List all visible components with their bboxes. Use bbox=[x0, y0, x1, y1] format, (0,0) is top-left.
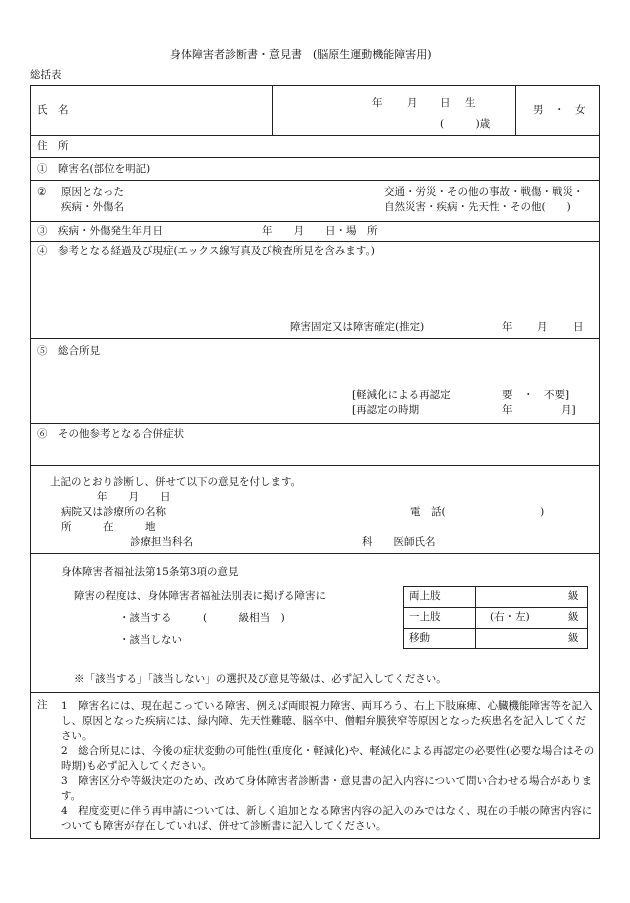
recert-month: 月] bbox=[561, 404, 576, 416]
onset-value: 年 月 日・場 所 bbox=[262, 225, 378, 237]
birth-born: 生 bbox=[465, 97, 476, 109]
onset-label: ③ 疾病・外傷発生年月日 bbox=[37, 225, 163, 237]
fixed-year: 年 bbox=[502, 321, 513, 333]
divider bbox=[30, 221, 600, 222]
recert-time-label: [再認定の時期 bbox=[352, 404, 420, 416]
divider bbox=[515, 85, 516, 135]
divider bbox=[30, 241, 600, 242]
subtitle: 総括表 bbox=[30, 69, 62, 81]
overall-label: ⑤ 総合所見 bbox=[37, 345, 100, 357]
disability-name-label: ① 障害名(部位を明記) bbox=[37, 163, 151, 175]
tel-label: 電 話( ) bbox=[410, 506, 545, 518]
sex-choice: 男 ・ 女 bbox=[533, 104, 586, 116]
grade-unit: 級 bbox=[568, 632, 579, 644]
not-applies-option: ・該当しない bbox=[119, 634, 182, 646]
grade-part: 移動 bbox=[409, 632, 430, 644]
cause-number: ② bbox=[37, 186, 47, 198]
birth-month: 月 bbox=[407, 97, 418, 109]
grade-part: 一上肢 bbox=[409, 611, 441, 623]
grade-part: 両上肢 bbox=[409, 590, 441, 602]
note-1: 1 障害名には、現在起こっている障害、例えば両眼視力障害、両耳ろう、右上下肢麻痺、心臓機能障害等を記入し、原因となった疾病には、緑内障、先天性難聴、脳卒中、僧帽弁膜狭窄等原因となった疾患名を記入してください。 bbox=[61, 700, 593, 742]
divider bbox=[30, 692, 600, 693]
cause-label-line2: 疾病・外傷名 bbox=[61, 201, 124, 213]
location-label: 所 在 地 bbox=[61, 521, 156, 533]
divider bbox=[403, 607, 588, 608]
recert-value: 要 ・ 不要] bbox=[502, 389, 570, 401]
fixed-day: 日 bbox=[573, 321, 584, 333]
opinion-remark: ※「該当する」「該当しない」の選択及び意見等級は、必ず記入してください。 bbox=[74, 673, 447, 685]
applies-option: ・該当する ( 級相当 ) bbox=[119, 612, 285, 624]
statement-date: 年 月 日 bbox=[97, 491, 171, 503]
note-2: 2 総合所見には、今後の症状変動の可能性(重度化・軽減化)や、軽減化による再認定の必要性(必要な場合はその時期)も必ず記入してください。 bbox=[61, 745, 595, 772]
opinion-heading: 身体障害者福祉法第15条第3項の意見 bbox=[61, 566, 239, 578]
hospital-label: 病院又は診療所の名称 bbox=[61, 506, 166, 518]
divider bbox=[272, 85, 273, 135]
note-4: 4 程度変更に伴う再申請については、新しく追加となる障害内容の記入のみではなく、現在の手帳の障害内容についても障害が存在していれば、併せて診断書に記入してください。 bbox=[61, 805, 593, 832]
fixed-label: 障害固定又は障害確定(推定) bbox=[290, 321, 425, 333]
divider bbox=[403, 628, 588, 629]
birth-year: 年 bbox=[372, 97, 383, 109]
divider bbox=[30, 553, 600, 554]
grade-side: (右・左) bbox=[490, 611, 530, 623]
divider bbox=[30, 465, 600, 466]
divider bbox=[30, 135, 600, 136]
divider bbox=[475, 586, 476, 649]
recert-label: [軽減化による再認定 bbox=[352, 389, 451, 401]
birth-day: 日 bbox=[440, 97, 451, 109]
note-3: 3 障害区分や等級決定のため、改めて身体障害者診断書・意見書の記入内容について問い合わせる場合があります。 bbox=[61, 775, 593, 802]
dept-label: 診療担当科名 bbox=[130, 536, 193, 548]
degree-text: 障害の程度は、身体障害者福祉法別表に掲げる障害に bbox=[74, 590, 326, 602]
cause-label-line1: 原因となった bbox=[61, 186, 124, 198]
statement-text: 上記のとおり診断し、併せて以下の意見を付します。 bbox=[50, 476, 302, 488]
cause-options-line2: 自然災害・疾病・先天性・その他( ) bbox=[384, 201, 571, 213]
age: ( )歳 bbox=[440, 118, 491, 130]
address-label: 住 所 bbox=[37, 140, 69, 152]
notes-label: 注 bbox=[37, 699, 48, 711]
name-label: 氏 名 bbox=[37, 104, 69, 116]
divider bbox=[30, 338, 600, 339]
document-title: 身体障害者診断書・意見書 (脳原生運動機能障害用) bbox=[170, 48, 432, 61]
other-label: ⑥ その他参考となる合併症状 bbox=[37, 428, 184, 440]
divider bbox=[30, 180, 600, 181]
doctor-label: 科 医師氏名 bbox=[362, 536, 436, 548]
grade-unit: 級 bbox=[568, 611, 579, 623]
progress-label: ④ 参考となる経過及び現症(エックス線写真及び検査所見を含みます。) bbox=[37, 245, 375, 257]
grade-unit: 級 bbox=[568, 590, 579, 602]
cause-options-line1: 交通・労災・その他の事故・戦傷・戦災・ bbox=[384, 186, 584, 198]
recert-year: 年 bbox=[502, 404, 513, 416]
divider bbox=[30, 157, 600, 158]
divider bbox=[30, 423, 600, 424]
fixed-month: 月 bbox=[537, 321, 548, 333]
